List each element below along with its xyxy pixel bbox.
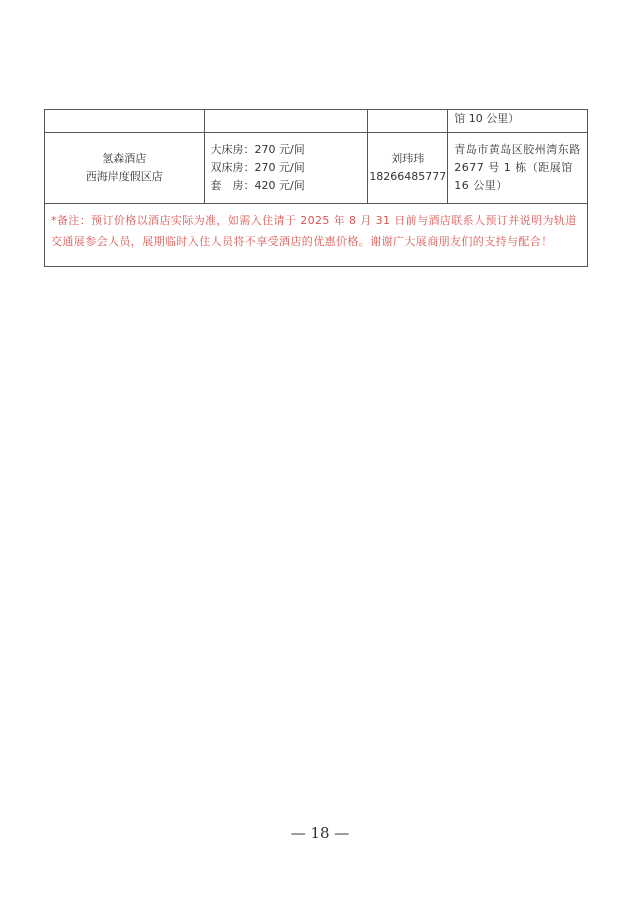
contact-name: 刘玮玮 (391, 152, 425, 165)
note-cell (45, 204, 588, 267)
table-row (45, 133, 588, 204)
address-cell (448, 133, 588, 204)
hotel-name-line2: 西海岸度假区店 (85, 170, 163, 183)
contact-cell (368, 133, 448, 204)
hotel-name-cell-empty (45, 110, 205, 133)
contact-cell-empty (368, 110, 448, 133)
table-row-note (45, 204, 588, 267)
address-cell-continued (448, 110, 588, 133)
contact-phone: 18266485777 (369, 170, 447, 183)
table-row (45, 110, 588, 133)
hotel-name-line1: 氢森酒店 (102, 152, 147, 165)
room-price-king: 大床房：270 元/间 (210, 143, 305, 156)
hotel-table (44, 109, 588, 267)
page-number: — 18 — (290, 824, 350, 842)
address-tail: 馆 10 公里） (454, 112, 520, 125)
rooms-cell-empty (204, 110, 368, 133)
room-price-suite: 套 房：420 元/间 (210, 179, 305, 192)
room-price-twin: 双床房：270 元/间 (210, 161, 305, 174)
booking-note: *备注：预订价格以酒店实际为准，如需入住请于 2025 年 8 月 31 日前与酒店联系人预订并说明为轨道交通展参会人员，展期临时入住人员将不享受酒店的优惠价格。谢谢广大展商朋友们的支持与配合！ (51, 214, 577, 248)
hotel-address: 青岛市黄岛区胶州湾东路 2677 号 1 栋（距展馆 16 公里） (454, 143, 581, 192)
hotel-name-cell (45, 133, 205, 204)
rooms-cell (204, 133, 368, 204)
